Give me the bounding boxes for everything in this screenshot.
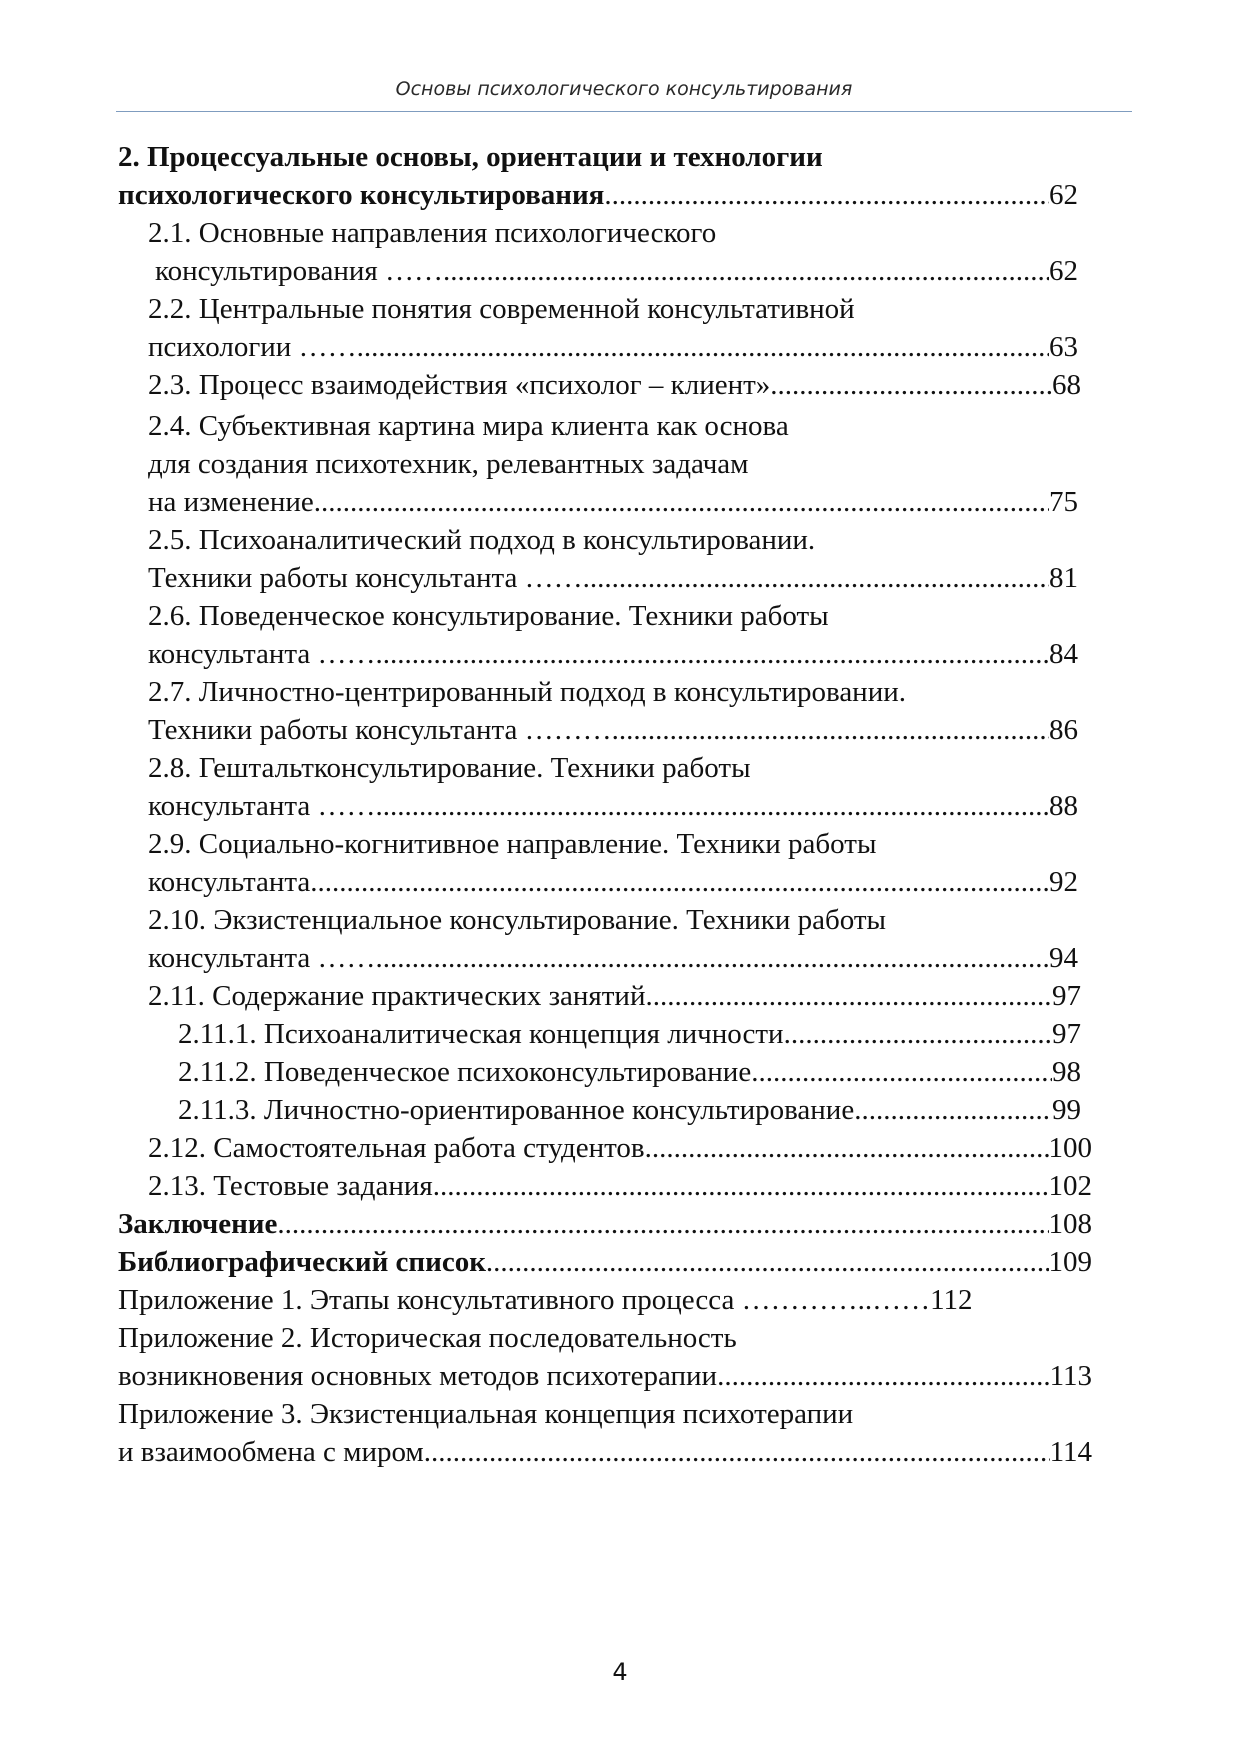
- toc-page-number: 114: [1049, 1436, 1092, 1468]
- toc-section-2-13-entry[interactable]: [148, 1166, 1092, 1206]
- toc-page-number: 63: [1049, 331, 1078, 363]
- dot-leader: [376, 634, 1049, 674]
- dot-leader: [854, 1090, 1052, 1130]
- toc-page-number: 92: [1049, 866, 1078, 898]
- dot-leader: [778, 365, 1052, 405]
- toc-appendix-3-line1: Приложение 3. Экзистенциальная концепция психотерапии: [118, 1398, 854, 1430]
- toc-section-2-11-2-line1: 2.11.2. Поведенческое психоконсультирование: [178, 1056, 752, 1088]
- toc-section-2-5-line1: 2.5. Психоаналитический подход в консультировании.: [148, 524, 816, 556]
- toc-section-2-11-1-entry[interactable]: [178, 1014, 1081, 1054]
- toc-section-2-1-line1: 2.1. Основные направления психологического: [148, 217, 717, 249]
- running-header: Основы психологического консультирования: [395, 78, 853, 100]
- dot-leader: [433, 1166, 1049, 1206]
- toc-page-number: 75: [1049, 486, 1078, 518]
- toc-chapter-2-title-line1: 2. Процессуальные основы, ориентации и технологии: [118, 141, 823, 173]
- toc-page-number: 86: [1049, 714, 1078, 746]
- toc-page-number: 88: [1049, 790, 1078, 822]
- toc-conclusion-entry[interactable]: [118, 1204, 1092, 1244]
- toc-section-2-4-entry[interactable]: [148, 482, 1078, 522]
- toc-appendix-1-title: Приложение 1. Этапы консультативного процесса …………..……: [118, 1284, 931, 1316]
- toc-section-2-1-line2: консультирования ……: [155, 255, 443, 287]
- toc-section-2-1-entry[interactable]: [155, 251, 1078, 291]
- toc-page-number: 99: [1052, 1094, 1081, 1126]
- dot-leader: [717, 1356, 1049, 1396]
- dot-leader: [583, 558, 1049, 598]
- dot-leader: [645, 976, 1052, 1016]
- dot-leader: [310, 862, 1049, 902]
- toc-page-number: 112: [930, 1284, 973, 1316]
- toc-section-2-12-line1: 2.12. Самостоятельная работа студентов: [148, 1132, 645, 1164]
- toc-page-number: 97: [1052, 980, 1081, 1012]
- toc-page-number: 84: [1049, 638, 1078, 670]
- toc-appendix-2-entry[interactable]: [118, 1356, 1092, 1396]
- dot-leader: [277, 1204, 1048, 1244]
- toc-chapter-2-entry[interactable]: [118, 175, 1078, 215]
- toc-section-2-11-line1: 2.11. Содержание практических занятий: [148, 980, 646, 1012]
- toc-section-2-6-entry[interactable]: [148, 634, 1078, 674]
- toc-section-2-7-line2: Техники работы консультанта ………: [148, 714, 612, 746]
- toc-page-number: 109: [1048, 1246, 1092, 1278]
- toc-page-number: 81: [1049, 562, 1078, 594]
- toc-appendix-2-line1: Приложение 2. Историческая последовательность: [118, 1322, 737, 1354]
- toc-section-2-11-2-entry[interactable]: [178, 1052, 1081, 1092]
- dot-leader: [357, 327, 1049, 367]
- toc-chapter-2-title-line2: психологического консультирования: [118, 179, 605, 211]
- toc-section-2-6-line2: консультанта ……: [148, 638, 376, 670]
- toc-section-2-7-line1: 2.7. Личностно-центрированный подход в консультировании.: [148, 676, 906, 708]
- dot-leader: [424, 1432, 1050, 1472]
- toc-section-2-8-line1: 2.8. Гештальтконсультирование. Техники работы: [148, 752, 751, 784]
- toc-section-2-2-entry[interactable]: [148, 327, 1078, 367]
- toc-section-2-11-1-line1: 2.11.1. Психоаналитическая концепция личности: [178, 1018, 784, 1050]
- dot-leader: [751, 1052, 1052, 1092]
- toc-section-2-4-line1: 2.4. Субъективная картина мира клиента как основа: [148, 410, 789, 442]
- toc-section-2-5-entry[interactable]: [148, 558, 1078, 598]
- dot-leader: [784, 1014, 1052, 1054]
- toc-section-2-10-line2: консультанта ……: [148, 942, 376, 974]
- toc-page-number: 98: [1052, 1056, 1081, 1088]
- toc-bibliography-entry[interactable]: [118, 1242, 1092, 1282]
- toc-page-number: 94: [1049, 942, 1078, 974]
- toc-appendix-3-entry[interactable]: [118, 1432, 1092, 1472]
- toc-section-2-6-line1: 2.6. Поведенческое консультирование. Техники работы: [148, 600, 829, 632]
- toc-section-2-2-line2: психологии ……: [148, 331, 357, 363]
- toc-bibliography-title: Библиографический список: [118, 1246, 486, 1278]
- toc-page-number: 108: [1048, 1208, 1092, 1240]
- toc-page-number: 62: [1049, 179, 1078, 211]
- dot-leader: [443, 251, 1049, 291]
- toc-page-number: 100: [1048, 1132, 1092, 1164]
- toc-section-2-8-entry[interactable]: [148, 786, 1078, 826]
- toc-appendix-2-line2: возникновения основных методов психотерапии: [118, 1360, 718, 1392]
- page-number: 4: [612, 1658, 628, 1686]
- toc-section-2-2-line1: 2.2. Центральные понятия современной консультативной: [148, 293, 855, 325]
- dot-leader: [376, 786, 1049, 826]
- dot-leader: [486, 1242, 1049, 1282]
- toc-appendix-3-line2: и взаимообмена с миром: [118, 1436, 424, 1468]
- toc-section-2-10-entry[interactable]: [148, 938, 1078, 978]
- toc-section-2-4-line3: на изменение: [148, 486, 314, 518]
- toc-page-number: 62: [1049, 255, 1078, 287]
- toc-section-2-8-line2: консультанта ……: [148, 790, 376, 822]
- toc-appendix-1-entry[interactable]: [118, 1280, 1092, 1320]
- toc-page-number: 113: [1049, 1360, 1092, 1392]
- toc-section-2-9-entry[interactable]: [148, 862, 1078, 902]
- toc-page-number: 97: [1052, 1018, 1081, 1050]
- toc-section-2-5-line2: Техники работы консультанта ……: [148, 562, 583, 594]
- toc-section-2-12-entry[interactable]: [148, 1128, 1092, 1168]
- dot-leader: [314, 482, 1049, 522]
- toc-section-2-11-entry[interactable]: [148, 976, 1081, 1016]
- toc-page-number: 102: [1048, 1170, 1092, 1202]
- dot-leader: [645, 1128, 1049, 1168]
- toc-section-2-3-line1: 2.3. Процесс взаимодействия «психолог – клиент».: [148, 369, 778, 401]
- toc-section-2-11-3-entry[interactable]: [178, 1090, 1081, 1130]
- toc-page-number: 68: [1052, 369, 1081, 401]
- dot-leader: [612, 710, 1049, 750]
- toc-section-2-7-entry[interactable]: [148, 710, 1078, 750]
- dot-leader: [376, 938, 1049, 978]
- toc-section-2-4-line2: для создания психотехник, релевантных задачам: [148, 448, 749, 480]
- toc-conclusion-title: Заключение: [118, 1208, 278, 1240]
- toc-section-2-3-entry[interactable]: [148, 365, 1081, 405]
- toc-section-2-13-line1: 2.13. Тестовые задания: [148, 1170, 433, 1202]
- toc-section-2-9-line2: консультанта: [148, 866, 311, 898]
- dot-leader: [604, 175, 1049, 215]
- toc-section-2-10-line1: 2.10. Экзистенциальное консультирование. Техники работы: [148, 904, 886, 936]
- toc-section-2-9-line1: 2.9. Социально-когнитивное направление. Техники работы: [148, 828, 877, 860]
- toc-section-2-11-3-line1: 2.11.3. Личностно-ориентированное консультирование: [178, 1094, 855, 1126]
